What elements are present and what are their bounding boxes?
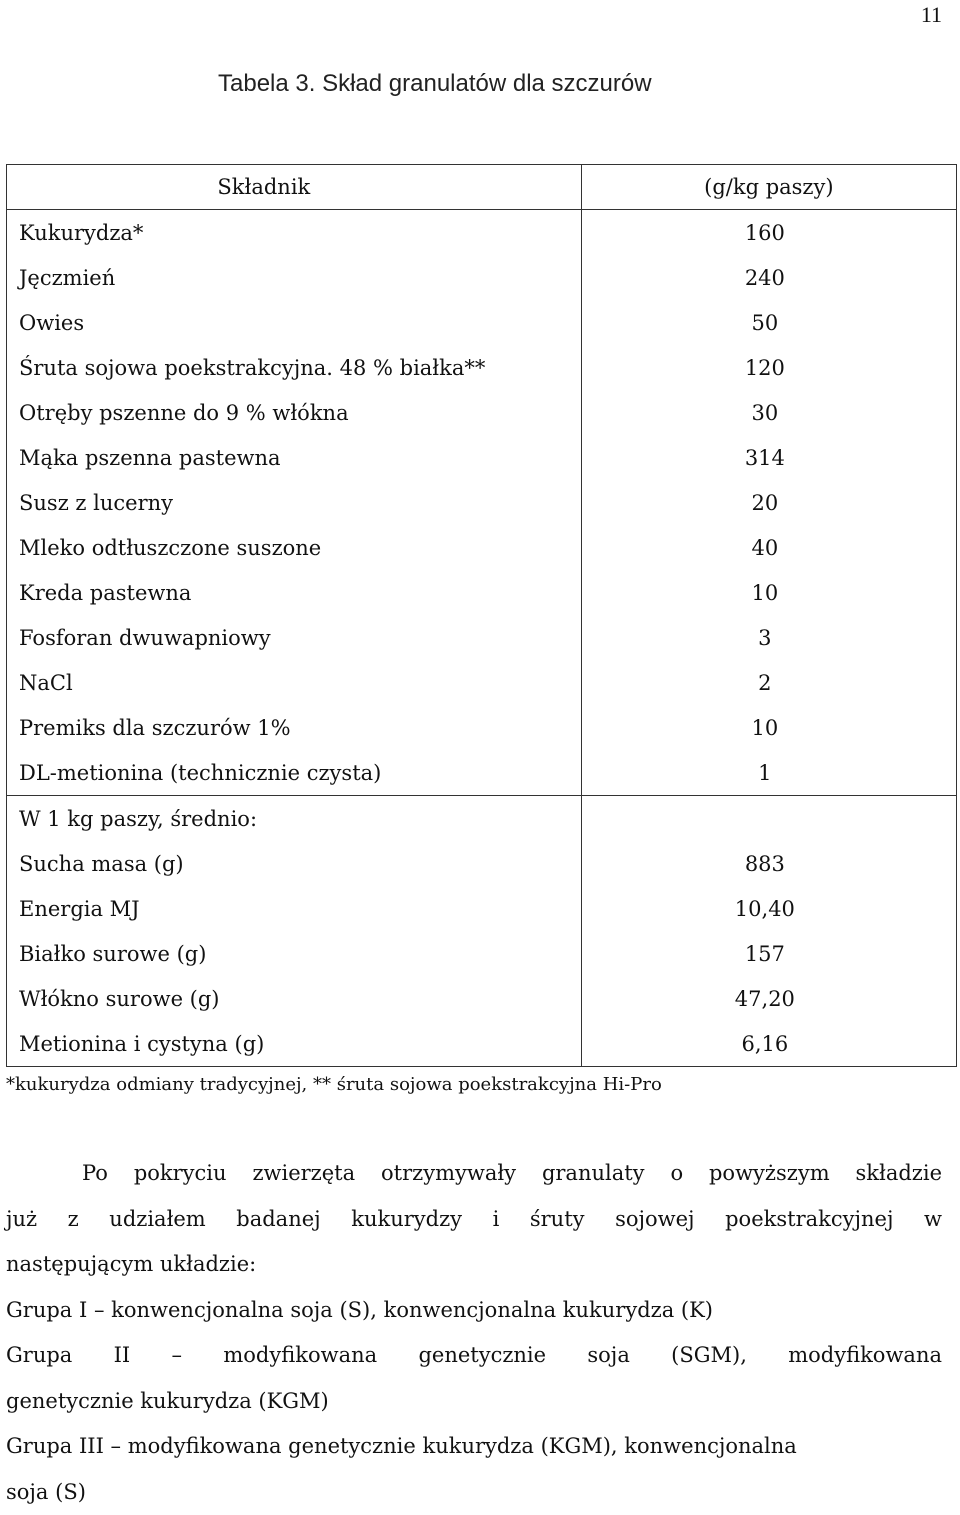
ingredient-value: 314	[581, 435, 956, 480]
ingredient-row	[7, 480, 957, 525]
summary-value: 6,16	[581, 1021, 956, 1067]
ingredient-name: Kukurydza*	[7, 210, 582, 256]
table-caption: Tabela 3. Skład granulatów dla szczurów	[218, 70, 652, 98]
ingredient-name: NaCl	[7, 660, 582, 705]
ingredient-row	[7, 255, 957, 300]
group-2-line: Grupa II – modyfikowana genetycznie soja (SGM), modyfikowana	[6, 1333, 942, 1379]
ingredient-name: Owies	[7, 300, 582, 345]
ingredient-value: 1	[581, 750, 956, 796]
paragraph-line: już z udziałem badanej kukurydzy i śruty sojowej poekstrakcyjnej w	[6, 1197, 942, 1243]
summary-row	[7, 931, 957, 976]
summary-name: Metionina i cystyna (g)	[7, 1021, 582, 1067]
ingredient-name: Śruta sojowa poekstrakcyjna. 48 % białka**	[7, 345, 582, 390]
ingredient-row	[7, 570, 957, 615]
ingredient-row	[7, 660, 957, 705]
ingredient-name: Otręby pszenne do 9 % włókna	[7, 390, 582, 435]
ingredient-row	[7, 705, 957, 750]
summary-value: 157	[581, 931, 956, 976]
summary-value: 47,20	[581, 976, 956, 1021]
table-footnote: *kukurydza odmiany tradycyjnej, ** śruta sojowa poekstrakcyjna Hi-Pro	[6, 1074, 662, 1095]
summary-value: 883	[581, 841, 956, 886]
group-2-line-cont: genetycznie kukurydza (KGM)	[6, 1379, 942, 1425]
table-header-row	[7, 165, 957, 210]
ingredient-name: Mąka pszenna pastewna	[7, 435, 582, 480]
summary-name: Energia MJ	[7, 886, 582, 931]
summary-body	[7, 796, 957, 1067]
summary-heading: W 1 kg paszy, średnio:	[7, 796, 582, 842]
summary-name: Sucha masa (g)	[7, 841, 582, 886]
ingredients-body	[7, 210, 957, 796]
ingredient-row	[7, 525, 957, 570]
ingredient-name: Susz z lucerny	[7, 480, 582, 525]
header-ingredient: Składnik	[7, 165, 582, 210]
ingredient-row	[7, 750, 957, 796]
ingredient-value: 160	[581, 210, 956, 256]
ingredient-value: 3	[581, 615, 956, 660]
page-number: 11	[921, 2, 942, 28]
group-1-line: Grupa I – konwencjonalna soja (S), konwencjonalna kukurydza (K)	[6, 1288, 942, 1334]
ingredient-value: 10	[581, 570, 956, 615]
ingredient-name: Jęczmień	[7, 255, 582, 300]
group-3-line-cont: soja (S)	[6, 1470, 942, 1515]
ingredient-name: DL-metionina (technicznie czysta)	[7, 750, 582, 796]
header-amount: (g/kg paszy)	[581, 165, 956, 210]
ingredient-row	[7, 210, 957, 256]
summary-value: 10,40	[581, 886, 956, 931]
summary-row	[7, 841, 957, 886]
ingredient-value: 20	[581, 480, 956, 525]
ingredient-row	[7, 615, 957, 660]
summary-heading-value	[581, 796, 956, 842]
summary-name: Włókno surowe (g)	[7, 976, 582, 1021]
paragraph-line: Po pokryciu zwierzęta otrzymywały granulaty o powyższym składzie	[6, 1151, 942, 1197]
ingredient-name: Premiks dla szczurów 1%	[7, 705, 582, 750]
summary-row	[7, 886, 957, 931]
ingredient-name: Fosforan dwuwapniowy	[7, 615, 582, 660]
ingredient-row	[7, 390, 957, 435]
body-text	[6, 1151, 942, 1515]
ingredient-value: 10	[581, 705, 956, 750]
ingredient-value: 120	[581, 345, 956, 390]
ingredient-row	[7, 345, 957, 390]
summary-name: Białko surowe (g)	[7, 931, 582, 976]
summary-heading-row	[7, 796, 957, 842]
ingredient-value: 240	[581, 255, 956, 300]
ingredient-row	[7, 300, 957, 345]
paragraph-line: następującym układzie:	[6, 1242, 942, 1288]
ingredient-row	[7, 435, 957, 480]
ingredient-name: Mleko odtłuszczone suszone	[7, 525, 582, 570]
ingredient-value: 50	[581, 300, 956, 345]
ingredient-name: Kreda pastewna	[7, 570, 582, 615]
group-3-line: Grupa III – modyfikowana genetycznie kukurydza (KGM), konwencjonalna	[6, 1424, 942, 1470]
ingredient-value: 40	[581, 525, 956, 570]
ingredient-value: 2	[581, 660, 956, 705]
summary-row	[7, 1021, 957, 1067]
composition-table	[6, 164, 957, 1067]
summary-row	[7, 976, 957, 1021]
ingredient-value: 30	[581, 390, 956, 435]
